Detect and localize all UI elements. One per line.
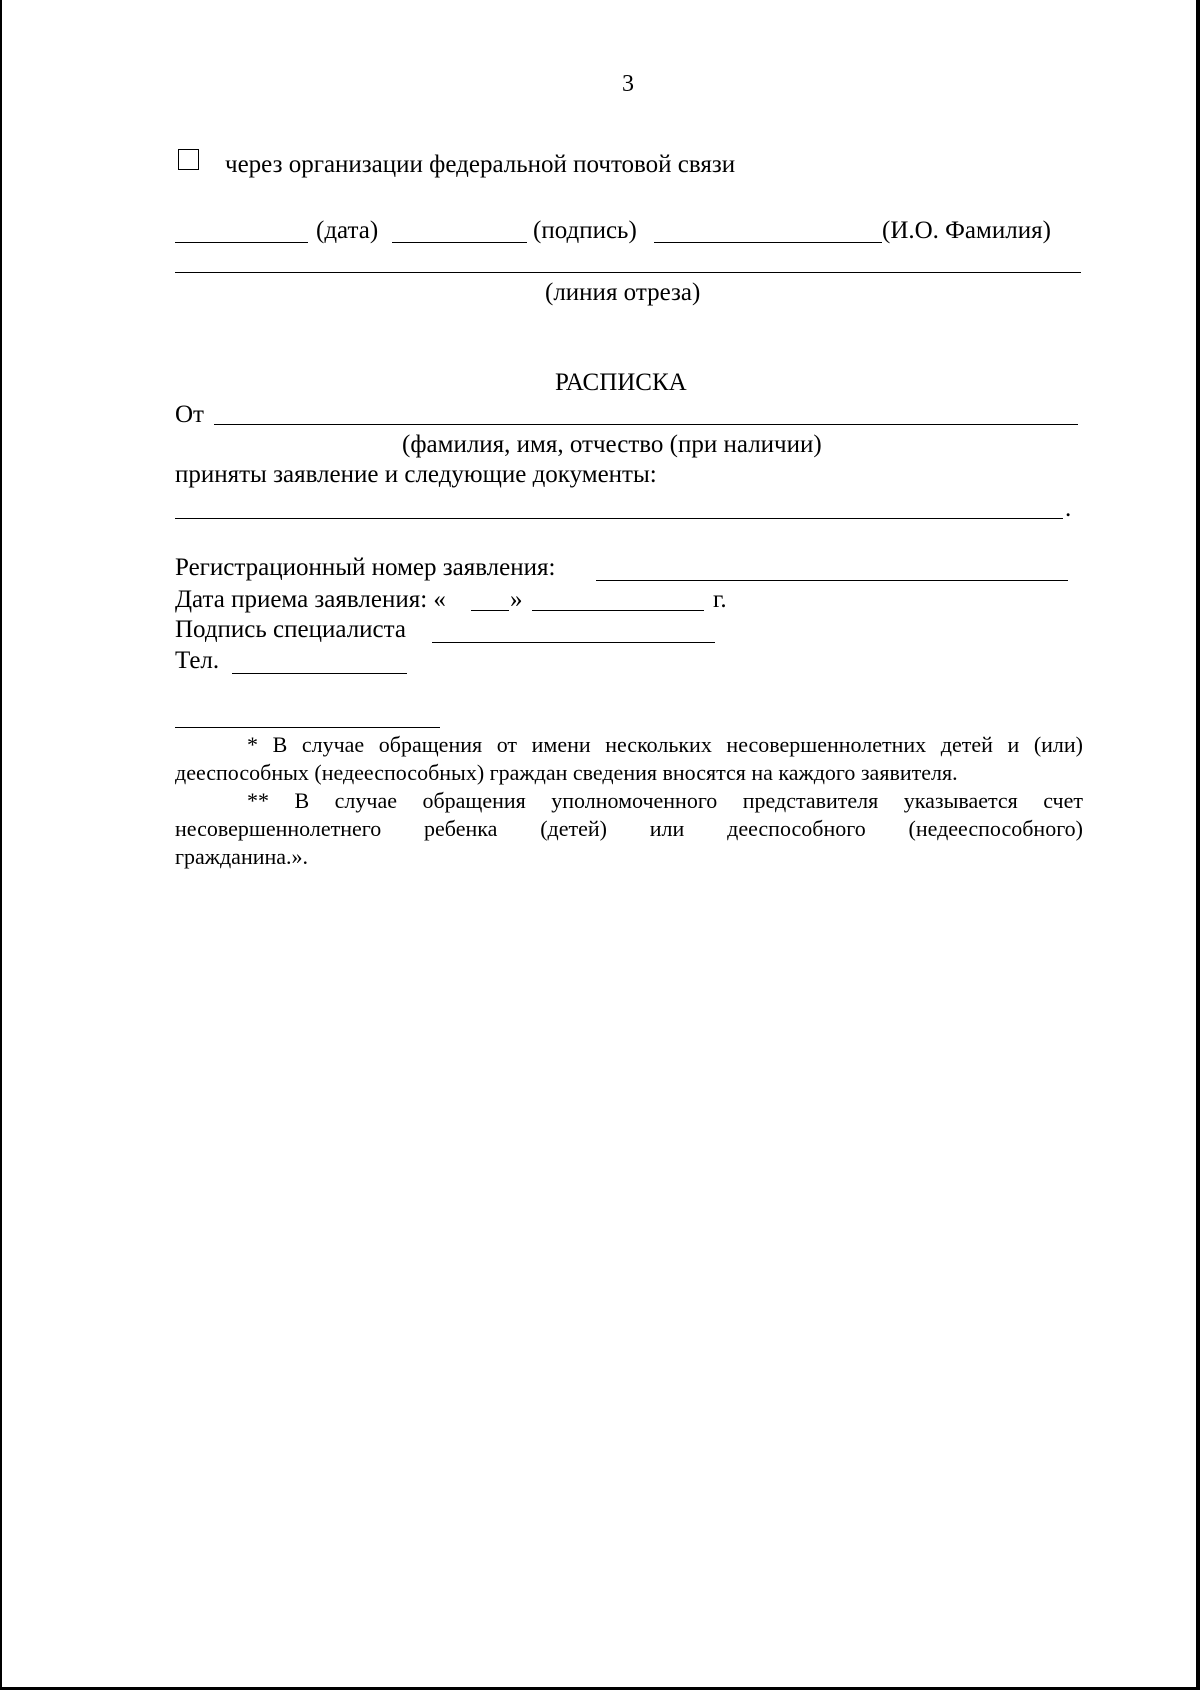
footnote-2-line-1: ** В случае обращения уполномоченного представителя указывается счет <box>247 788 1083 813</box>
date-caption: (дата) <box>316 217 379 244</box>
date-blank[interactable] <box>175 242 308 243</box>
signature-caption: (подпись) <box>533 217 637 244</box>
page-edge-right <box>1196 0 1200 1690</box>
page-number: 3 <box>622 71 634 97</box>
from-label: От <box>175 401 204 428</box>
specialist-signature-label: Подпись специалиста <box>175 616 406 643</box>
footnote-separator <box>175 727 440 728</box>
receipt-date-label: Дата приема заявления: « <box>175 586 446 613</box>
receipt-date-quote-close: » <box>510 586 523 613</box>
name-caption: (И.О. Фамилия) <box>882 217 1051 244</box>
phone-label: Тел. <box>175 647 220 674</box>
signature-blank[interactable] <box>392 242 527 243</box>
phone-blank[interactable] <box>232 673 407 674</box>
receipt-month-blank[interactable] <box>532 610 704 611</box>
footnote-2-line-3: гражданина.». <box>175 844 309 869</box>
reg-number-label: Регистрационный номер заявления: <box>175 554 556 581</box>
specialist-signature-blank[interactable] <box>432 642 715 643</box>
from-blank[interactable] <box>214 424 1078 425</box>
receipt-day-blank[interactable] <box>471 610 509 611</box>
footnote-1-line-1: * В случае обращения от имени нескольких несовершеннолетних детей и (или) <box>247 732 1083 757</box>
footnote-1-line-2: дееспособных (недееспособных) граждан сведения вносятся на каждого заявителя. <box>175 760 958 785</box>
postal-delivery-label: через организации федеральной почтовой связи <box>225 151 736 178</box>
name-blank[interactable] <box>654 242 882 243</box>
checkbox-postal-delivery[interactable] <box>178 149 199 170</box>
cut-line-caption: (линия отреза) <box>545 279 701 306</box>
accepted-text: приняты заявление и следующие документы: <box>175 461 657 488</box>
footnote-2-line-2: несовершеннолетнего ребенка (детей) или дееспособного (недееспособного) <box>175 816 1083 841</box>
from-caption: (фамилия, имя, отчество (при наличии) <box>402 431 822 458</box>
receipt-title: РАСПИСКА <box>555 369 687 396</box>
cut-line <box>175 272 1081 273</box>
receipt-year-suffix: г. <box>713 586 727 613</box>
documents-end-mark: . <box>1065 495 1072 522</box>
page-edge-left <box>0 0 2 1690</box>
reg-number-blank[interactable] <box>596 580 1068 581</box>
documents-blank[interactable] <box>175 518 1063 519</box>
